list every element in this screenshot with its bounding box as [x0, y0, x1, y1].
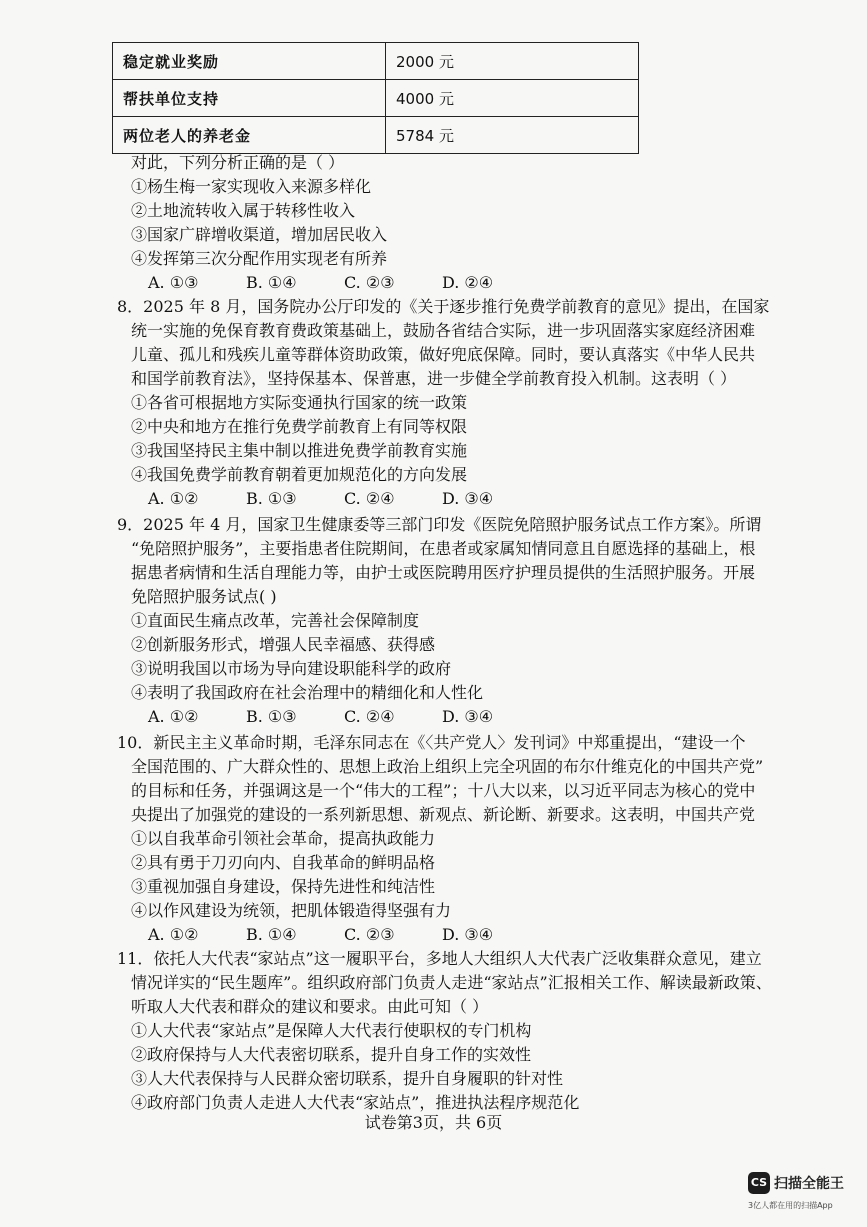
- q7-statement: ④发挥第三次分配作用实现老有所养: [131, 249, 388, 268]
- q10-statement: ①以自我革命引领社会革命，提高执政能力: [131, 829, 436, 848]
- q11-stem-line: 听取人大代表和群众的建议和要求。由此可知（ ）: [131, 997, 489, 1016]
- q11-statement: ①人大代表“家站点”是保障人大代表行使职权的专门机构: [131, 1021, 532, 1040]
- watermark-app-name: 扫描全能王: [774, 1176, 844, 1192]
- table-cell-item: 帮扶单位支持: [113, 80, 386, 117]
- q11-statement: ④政府部门负责人走进人大代表“家站点”，推进执法程序规范化: [131, 1093, 580, 1112]
- page-footer: 试卷第3页，共 6页: [364, 1113, 503, 1132]
- q8-stem-line: 8．2025 年 8 月，国务院办公厅印发的《关于逐步推行免费学前教育的意见》提出，在国家: [117, 297, 770, 316]
- watermark-slogan: 3亿人都在用的扫描App: [748, 1201, 833, 1210]
- q11-statement: ③人大代表保持与人民群众密切联系，提升自身履职的针对性: [131, 1069, 564, 1088]
- q8-stem-line: 和国学前教育法》，坚持保基本、保普惠，进一步健全学前教育投入机制。这表明（ ）: [131, 369, 737, 388]
- q7-statement: ①杨生梅一家实现收入来源多样化: [131, 177, 372, 196]
- choice-d[interactable]: D. ③④: [442, 707, 494, 726]
- q8-stem-line: 统一实施的免保育教育费政策基础上，鼓励各省结合实际，进一步巩固落实家庭经济困难: [131, 321, 756, 340]
- q10-statement: ③重视加强自身建设，保持先进性和纯洁性: [131, 877, 436, 896]
- choice-a[interactable]: A. ①②: [148, 489, 199, 508]
- q10-statement: ④以作风建设为统领，把肌体锻造得坚强有力: [131, 901, 452, 920]
- q9-statement: ②创新服务形式，增强人民幸福感、获得感: [131, 635, 436, 654]
- table-row: [113, 80, 639, 117]
- q10-statement: ②具有勇于刀刃向内、自我革命的鲜明品格: [131, 853, 436, 872]
- table-cell-item: 两位老人的养老金: [113, 117, 386, 154]
- q11-statement: ②政府保持与人大代表密切联系，提升自身工作的实效性: [131, 1045, 532, 1064]
- q8-statement: ④我国免费学前教育朝着更加规范化的方向发展: [131, 465, 468, 484]
- table-cell-amount: 2000 元: [386, 43, 639, 80]
- q10-stem-line: 的目标和任务，并强调这是一个“伟大的工程”；十八大以来，以习近平同志为核心的党中: [131, 781, 756, 800]
- q9-choices: [148, 706, 493, 728]
- choice-c[interactable]: C. ②③: [344, 273, 395, 292]
- table-row: [113, 43, 639, 80]
- choice-b[interactable]: B. ①③: [246, 489, 297, 508]
- choice-b[interactable]: B. ①③: [246, 707, 297, 726]
- choice-d[interactable]: D. ③④: [442, 489, 494, 508]
- table-cell-item: 稳定就业奖励: [113, 43, 386, 80]
- q9-statement: ①直面民生痛点改革，完善社会保障制度: [131, 611, 420, 630]
- q9-statement: ④表明了我国政府在社会治理中的精细化和人性化: [131, 683, 484, 702]
- q10-stem-line: 10．新民主主义革命时期，毛泽东同志在《〈共产党人〉发刊词》中郑重提出，“建设一个: [117, 733, 746, 752]
- q9-stem-line: 据患者病情和生活自理能力等，由护士或医院聘用医疗护理员提供的生活照护服务。开展: [131, 563, 756, 582]
- q7-stem: 对此，下列分析正确的是（ ）: [131, 153, 345, 172]
- q8-statement: ②中央和地方在推行免费学前教育上有同等权限: [131, 417, 468, 436]
- choice-d[interactable]: D. ③④: [442, 925, 494, 944]
- q7-statement: ②土地流转收入属于转移性收入: [131, 201, 356, 220]
- scanner-watermark: [748, 1172, 863, 1220]
- choice-c[interactable]: C. ②④: [344, 707, 395, 726]
- choice-d[interactable]: D. ②④: [442, 273, 494, 292]
- q11-stem-line: 11．依托人大代表“家站点”这一履职平台，多地人大组织人大代表广泛收集群众意见，建立: [117, 949, 762, 968]
- choice-b[interactable]: B. ①④: [246, 925, 297, 944]
- q8-choices: [148, 488, 493, 510]
- choice-a[interactable]: A. ①②: [148, 707, 199, 726]
- q7-statement: ③国家广辟增收渠道，增加居民收入: [131, 225, 388, 244]
- q10-stem-line: 央提出了加强党的建设的一系列新思想、新观点、新论断、新要求。这表明，中国共产党: [131, 805, 756, 824]
- table-cell-amount: 4000 元: [386, 80, 639, 117]
- q10-stem-line: 全国范围的、广大群众性的、思想上政治上组织上完全巩固的布尔什维克化的中国共产党”: [131, 757, 764, 776]
- q10-choices: [148, 924, 493, 946]
- camscanner-logo-icon: CS: [748, 1172, 770, 1194]
- choice-b[interactable]: B. ①④: [246, 273, 297, 292]
- q8-statement: ③我国坚持民主集中制以推进免费学前教育实施: [131, 441, 468, 460]
- q9-statement: ③说明我国以市场为导向建设职能科学的政府: [131, 659, 452, 678]
- choice-a[interactable]: A. ①③: [148, 273, 199, 292]
- table-cell-amount: 5784 元: [386, 117, 639, 154]
- choice-c[interactable]: C. ②④: [344, 489, 395, 508]
- q9-stem-line: “免陪照护服务”，主要指患者住院期间，在患者或家属知情同意且自愿选择的基础上，根: [131, 539, 756, 558]
- income-table: [112, 42, 639, 154]
- q8-stem-line: 儿童、孤儿和残疾儿童等群体资助政策，做好兜底保障。同时，要认真落实《中华人民共: [131, 345, 756, 364]
- q9-stem-line: 9．2025 年 4 月，国家卫生健康委等三部门印发《医院免陪照护服务试点工作方案》。所谓: [117, 515, 762, 534]
- choice-a[interactable]: A. ①②: [148, 925, 199, 944]
- choice-c[interactable]: C. ②③: [344, 925, 395, 944]
- q11-stem-line: 情况详实的“民生题库”。组织政府部门负责人走进“家站点”汇报相关工作、解读最新政策、: [131, 973, 772, 992]
- q7-choices: [148, 272, 493, 294]
- q8-statement: ①各省可根据地方实际变通执行国家的统一政策: [131, 393, 468, 412]
- q9-stem-line: 免陪照护服务试点( ): [131, 587, 277, 606]
- table-row: [113, 117, 639, 154]
